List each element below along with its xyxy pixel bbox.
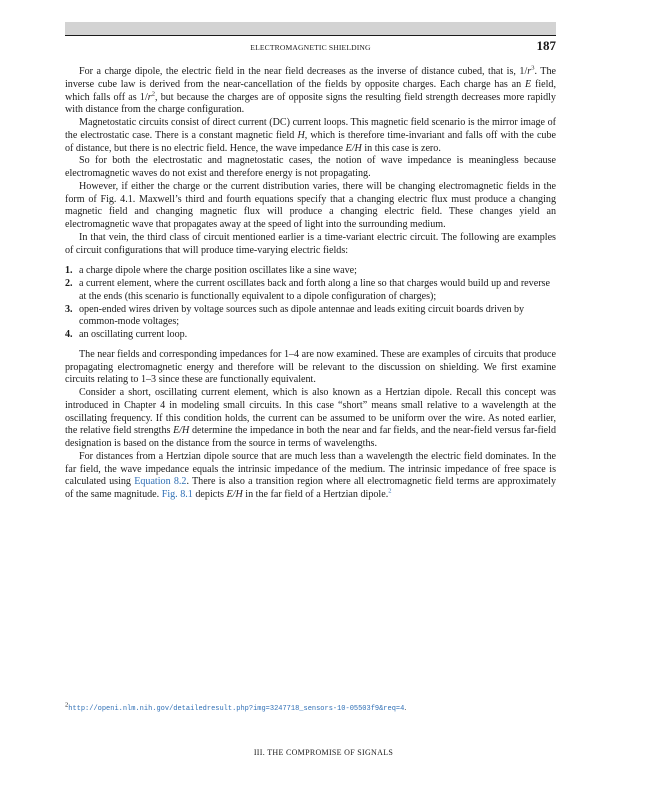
footnote-url-link[interactable]: http://openi.nlm.nih.gov/detailedresult.php?img=3247718_sensors-10-05503f9&req=4	[68, 705, 405, 713]
footnote-ref[interactable]: 2	[388, 487, 392, 495]
circuit-examples-list	[65, 265, 556, 342]
footnote: $^2$http://openi.nlm.nih.gov/detailedresult.php?img=3247718_sensors-10-05503f9&req=4.	[65, 701, 407, 713]
paragraph-near-fields: The near fields and corresponding impedances for 1–4 are now examined. These are examples of circuits that produce propagating electromagnetic energy and therefore will be relevant to the discussion on shielding. We first examine circuits relating to 1–3 since these are functionally equivalent.	[65, 348, 556, 386]
paragraph-magnetostatic: Magnetostatic circuits consist of direct current (DC) current loops. This magnetic field scenario is the mirror image of the electrostatic case. There is a constant magnetic field H, which is therefore time-invariant and falls off with the cube of distance, but there is no electric field. Hence, the wave impedance E/H in this case is zero.	[65, 117, 556, 154]
page-number: 187	[536, 38, 556, 53]
paragraph-hertzian-dipole: Consider a short, oscillating current element, which is also known as a Hertzian dipole. Recall this concept was introduced in Chapter 4 in modeling small circuits. In this case “short” means small relative to a wavelength at the oscillating frequency. If this condition holds, the current can be assumed to be uniform over the wire. As noted earlier, the relative field strengths E/H determine the impedance in both the near and far fields, and the near-field versus far-field designation is based on the distance from the source in terms of wavelengths.	[65, 387, 556, 449]
body-text	[65, 66, 556, 502]
paragraph-charge-dipole: For a charge dipole, the electric field in the near field decreases as the inverse of distance cubed, that is, $1/r^3$. The inverse cube law is derived from the near-cancellation of the fields by opposite charges. Each charge has an E field, which falls off as $1/r^2$, but because the charges are of opposite signs the resulting field strength decreases more rapidly with distance from the charge configuration.	[65, 64, 556, 116]
paragraph-static-cases: So for both the electrostatic and magnetostatic cases, the notion of wave impedance is meaningless because electromagnetic waves do not exist and therefore energy is not propagating.	[65, 155, 556, 179]
page-footer: III. THE COMPROMISE OF SIGNALS	[253, 748, 394, 757]
running-title: ELECTROMAGNETIC SHIELDING	[250, 43, 371, 52]
figure-link[interactable]: Fig. 8.1	[161, 489, 193, 500]
paragraph-far-field: For distances from a Hertzian dipole source that are much less than a wavelength the electric field dominates. In the far field, the wave impedance equals the intrinsic impedance of the medium. The intrinsic impedance of free space is calculated using Equation 8.2. There is also a transition region where all electromagnetic field terms are approximately of the same magnitude. Fig. 8.1 depicts E/H in the far field of a Hertzian dipole.$^2$	[65, 450, 557, 500]
list-item: 4. an oscillating current loop.	[65, 329, 188, 340]
footnote-marker: 2	[65, 701, 69, 709]
paragraph-changing-fields: However, if either the charge or the current distribution varies, there will be changing electromagnetic fields in the form of Fig. 4.1. Maxwell’s third and fourth equations specify that a changing electric flux must produce a changing magnetic field and changing magnetic flux will produce a changing electric field. These changes yield an electromagnetic wave that propagates away at the speed of light into the surrounding medium.	[65, 180, 556, 230]
list-item: 1. a charge dipole where the charge position oscillates like a sine wave;	[65, 265, 357, 277]
equation-link[interactable]: Equation 8.2	[134, 476, 187, 488]
list-item: 3. open-ended wires driven by voltage sources such as dipole antennae and leads exiting circuit boards driven by common-mode voltages;	[65, 303, 525, 328]
header-rule	[65, 35, 556, 36]
list-item: 2. a current element, where the current oscillates back and forth along a line so that charges would build up and reverse at the ends (this scenario is functionally equivalent to a dipole configuration of charges);	[65, 278, 550, 302]
running-head	[65, 40, 556, 54]
header-bar	[65, 22, 556, 35]
paragraph-time-variant: In that vein, the third class of circuit mentioned earlier is a time-variant electric circuit. The following are examples of circuit configurations that will produce time-varying electric fields:	[65, 231, 556, 256]
